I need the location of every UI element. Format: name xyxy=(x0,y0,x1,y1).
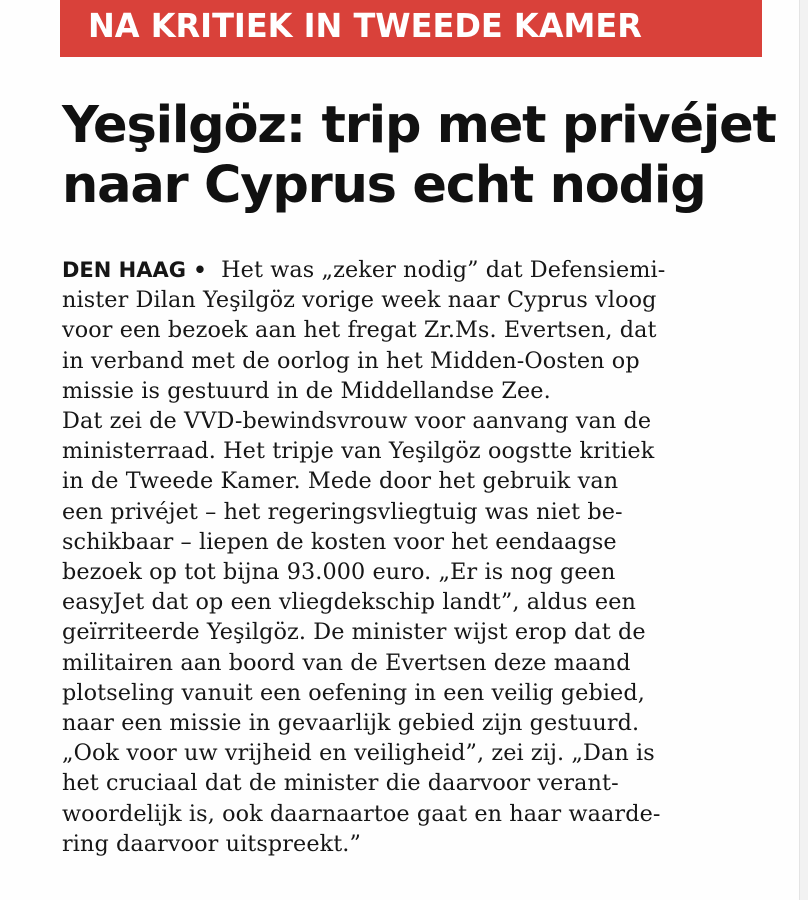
body-line: Dat zei de VVD-bewindsvrouw voor aanvang van de xyxy=(62,408,652,435)
body-line: in de Tweede Kamer. Mede door het gebruik van xyxy=(62,468,619,495)
body-line xyxy=(62,255,762,285)
body-line: easyJet dat op een vliegdekschip landt”, aldus een xyxy=(62,589,636,616)
body-line: militairen aan boord van de Evertsen deze maand xyxy=(62,649,631,676)
body-line: ministerraad. Het tripje van Yeşilgöz oogstte kritiek xyxy=(62,438,655,465)
body-line: plotseling vanuit een oefening in een veilig gebied, xyxy=(62,679,645,706)
body-line: in verband met de oorlog in het Midden-Oosten op xyxy=(62,347,640,374)
body-line: geïrriteerde Yeşilgöz. De minister wijst erop dat de xyxy=(62,619,646,646)
article-body xyxy=(62,255,762,859)
body-line: missie is gestuurd in de Middellandse Zee. xyxy=(62,377,551,404)
headline-line: naar Cyprus echt nodig xyxy=(62,156,706,215)
body-line: woordelijk is, ook daarnaartoe gaat en haar waarde- xyxy=(62,800,661,827)
body-line: bezoek op tot bijna 93.000 euro. „Er is nog geen xyxy=(62,559,616,586)
headline xyxy=(62,96,782,216)
body-line: „Ook voor uw vrijheid en veiligheid”, zei zij. „Dan is xyxy=(62,740,655,767)
body-line: voor een bezoek aan het fregat Zr.Ms. Evertsen, dat xyxy=(62,317,657,344)
body-line: een privéjet – het regeringsvliegtuig was niet be- xyxy=(62,498,623,525)
body-line-text: Het was „zeker nodig” dat Defensiemi- xyxy=(221,257,666,283)
body-line: het cruciaal dat de minister die daarvoor verant- xyxy=(62,770,619,797)
body-line: ring daarvoor uitspreekt.” xyxy=(62,830,361,857)
body-line: nister Dilan Yeşilgöz vorige week naar Cyprus vloog xyxy=(62,287,657,314)
kicker-label: NA KRITIEK IN TWEEDE KAMER xyxy=(88,6,642,45)
page-edge xyxy=(799,0,808,900)
body-line: naar een missie in gevaarlijk gebied zijn gestuurd. xyxy=(62,710,640,737)
kicker-banner xyxy=(60,0,762,57)
body-line: schikbaar – liepen de kosten voor het eendaagse xyxy=(62,528,617,555)
headline-line: Yeşilgöz: trip met privéjet xyxy=(62,96,776,155)
dateline: DEN HAAG • xyxy=(62,258,207,282)
